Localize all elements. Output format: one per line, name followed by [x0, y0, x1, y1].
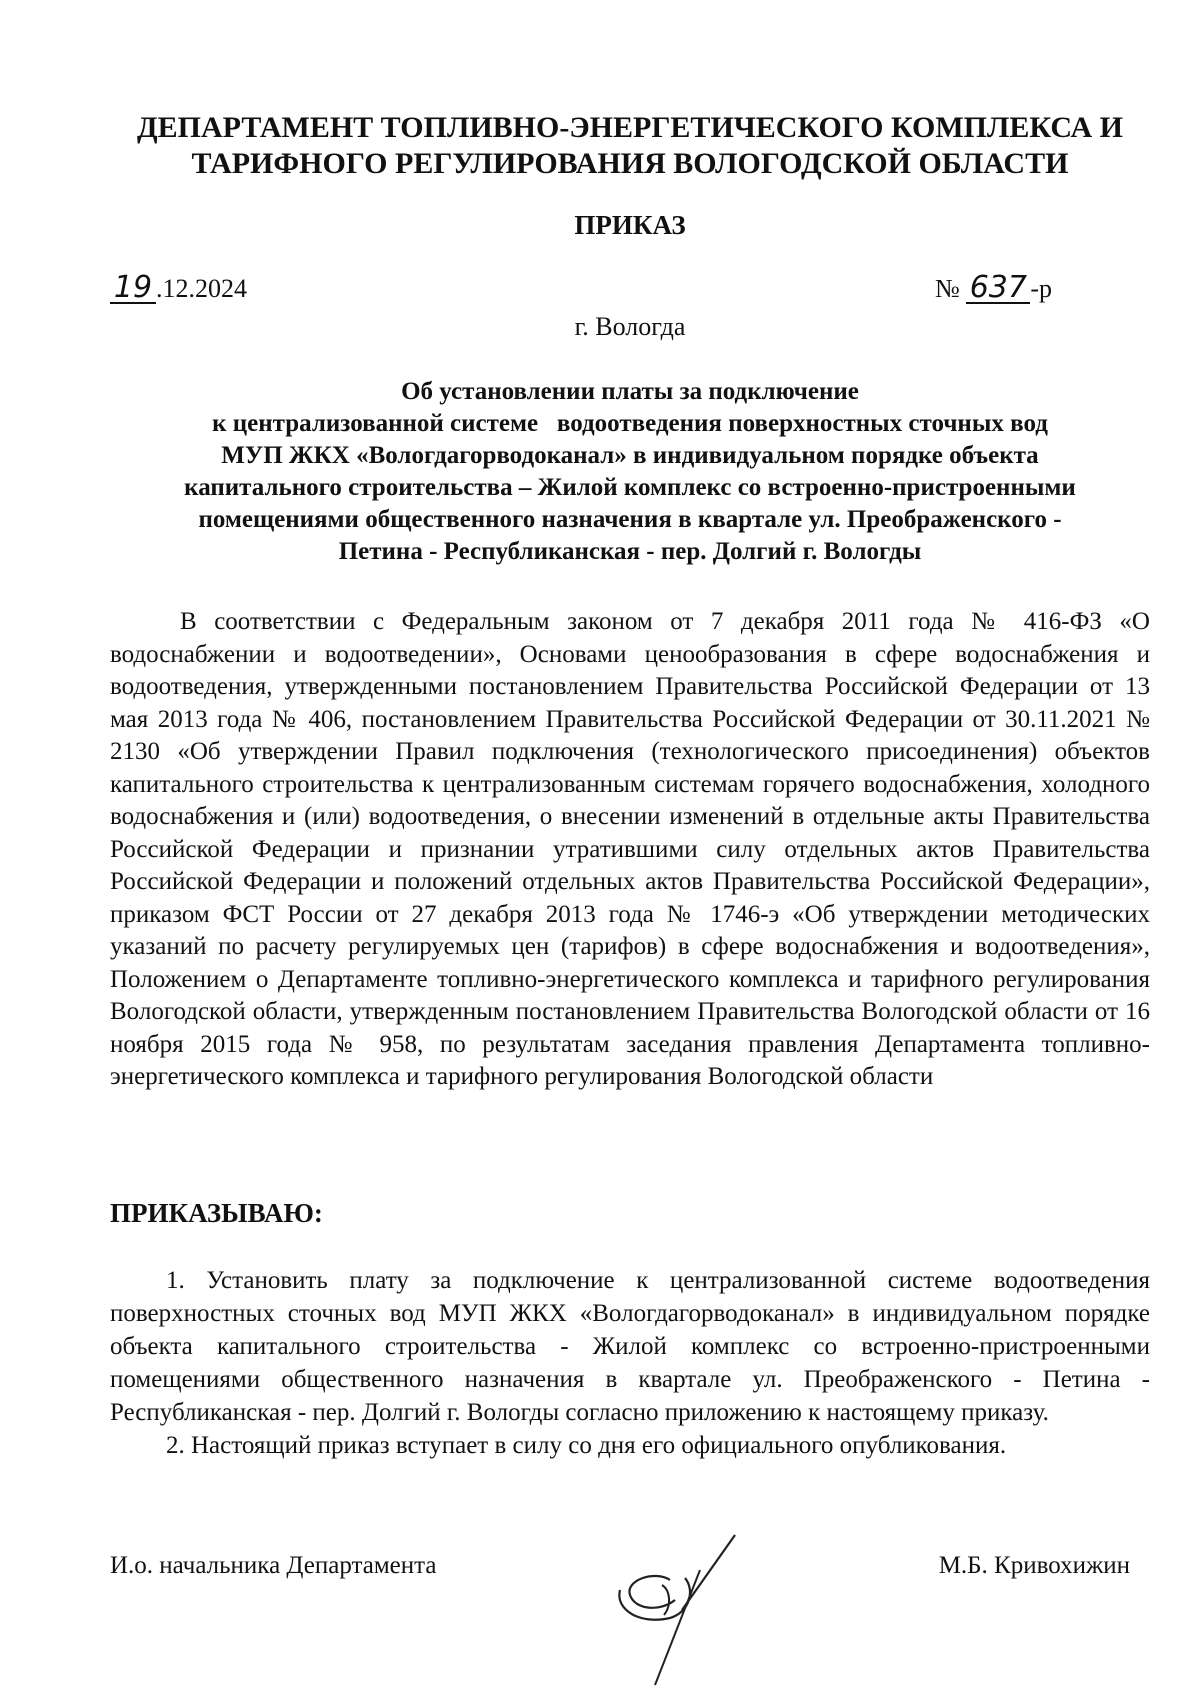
signatory-position: И.о. начальника Департамента: [110, 1552, 437, 1579]
document-type: ПРИКАЗ: [574, 210, 686, 240]
order-directive: ПРИКАЗЫВАЮ:: [110, 1198, 323, 1228]
department-title: [110, 110, 1150, 182]
subject-line: капитального строительства – Жилой комплекс со встроенно-пристроенными: [184, 474, 1076, 501]
city: г. Вологда: [574, 312, 686, 341]
order-date: [110, 270, 247, 305]
department-title-line1: ДЕПАРТАМЕНТ ТОПЛИВНО-ЭНЕРГЕТИЧЕСКОГО КОМПЛЕКСА И: [136, 111, 1124, 144]
number-suffix: -р: [1030, 274, 1052, 303]
subject-line: помещениями общественного назначения в квартале ул. Преображенского -: [198, 506, 1062, 533]
date-month-year: .12.2024: [156, 274, 247, 303]
handwritten-signature: [600, 1530, 760, 1690]
subject-line: к централизованной системе водоотведения поверхностных сточных вод: [212, 410, 1048, 437]
subject-line: Петина - Республиканская - пер. Долгий г. Вологды: [338, 538, 922, 565]
order-subject: [110, 376, 1150, 568]
number-sign: №: [935, 274, 960, 303]
order-items: [110, 1264, 1150, 1462]
signatory-name: М.Б. Кривохижин: [938, 1552, 1130, 1579]
handwritten-number: 637: [966, 274, 1030, 304]
subject-line: Об установлении платы за подключение: [401, 378, 859, 405]
department-title-line2: ТАРИФНОГО РЕГУЛИРОВАНИЯ ВОЛОГОДСКОЙ ОБЛАСТИ: [191, 147, 1069, 180]
order-item-1: 1. Установить плату за подключение к централизованной системе водоотведения поверхностных сточных вод МУП ЖКХ «Вологдагорводоканал» в индивидуальном порядке объекта капитального строительства - Жилой комплекс со встроенно-пристроенными помещениями общественного назначения в квартале ул. Преображенского - Петина - Республиканская - пер. Долгий г. Вологды согласно приложению к настоящему приказу.: [110, 1267, 1150, 1426]
handwritten-day: 19: [110, 274, 156, 304]
subject-line: МУП ЖКХ «Вологдагорводоканал» в индивидуальном порядке объекта: [221, 442, 1039, 469]
order-item-2: 2. Настоящий приказ вступает в силу со дня его официального опубликования.: [166, 1432, 1007, 1459]
order-number: [935, 270, 1052, 305]
preamble-paragraph: В соответствии с Федеральным законом от 7 декабря 2011 года № 416-ФЗ «О водоснабжении и водоотведении», Основами ценообразования в сфере водоснабжения и водоотведения, утвержденными постановлением Правительства Российской Федерации от 13 мая 2013 года № 406, постановлением Правительства Российской Федерации от 30.11.2021 № 2130 «Об утверждении Правил подключения (технологического присоединения) объектов капитального строительства к централизованным системам горячего водоснабжения, холодного водоснабжения и (или) водоотведения, о внесении изменений в отдельные акты Правительства Российской Федерации и признании утратившими силу отдельных актов Правительства Российской Федерации и положений отдельных актов Правительства Российской Федерации», приказом ФСТ России от 27 декабря 2013 года № 1746-э «Об утверждении методических указаний по расчету регулируемых цен (тарифов) в сфере водоснабжения и водоотведения», Положением о Департаменте топливно-энергетического комплекса и тарифного регулирования Вологодской области, утвержденным постановлением Правительства Вологодской области от 16 ноября 2015 года № 958, по результатам заседания правления Департамента топливно-энергетического комплекса и тарифного регулирования Вологодской области: [110, 608, 1150, 1090]
